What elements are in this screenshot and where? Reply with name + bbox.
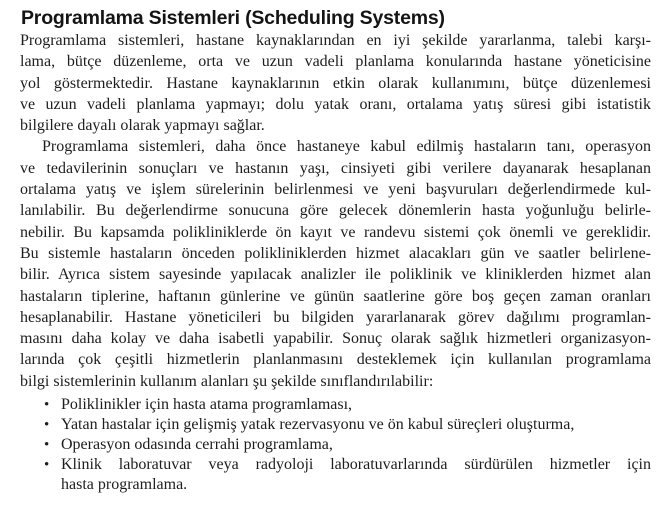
text-line: hesaplanabilir. Hastane yöneticileri bu bilgiden yararlanarak görev dağılımı programlan- <box>20 308 651 326</box>
body-text <box>20 30 651 495</box>
text-line: Programlama sistemleri, hastane kaynaklarından en iyi şekilde yararlanma, talebi karşı- <box>20 32 651 49</box>
text-line: lama, bütçe düzenleme, orta ve uzun vadeli planlama konularında hastane yöneticisine <box>20 53 651 71</box>
paragraph <box>20 30 651 136</box>
text-line: ortalama yatış ve işlem sürelerinin belirlenmesi ve yeni başvuruları değerlendirmede kul- <box>20 181 651 199</box>
bullet-marker: • <box>44 417 50 434</box>
text-line: Programlama sistemleri, daha önce hastaneye kabul edilmiş hastaların tanı, operasyon <box>42 138 651 156</box>
paragraph <box>20 136 651 392</box>
bullet-item <box>20 395 651 415</box>
text-line: Bu sistemle hastaların önceden polikliniklerden hizmet alacakları gün ve saatler belirlene- <box>20 244 651 262</box>
text-line: ve tedavilerinin sonuçları ve hastanın yaşı, cinsiyeti gibi verilere dayanarak hesaplanan <box>20 159 651 177</box>
text-line: larında çok çeşitli hizmetlerin planlanmasını desteklemek için kullanılan programlama <box>20 351 651 369</box>
bullet-list <box>20 395 651 495</box>
bullet-item <box>20 435 651 455</box>
bullet-text-line: Operasyon odasında cerrahi programlama, <box>61 436 333 454</box>
text-line: nebilir. Bu kapsamda polikliniklerde ön kayıt ve randevu sistemi çok önemli ve gereklidir. <box>20 223 651 241</box>
bullet-marker: • <box>44 457 50 474</box>
text-line: bilgi sistemlerinin kullanım alanları şu şekilde sınıflandırılabilir: <box>20 372 434 390</box>
text-line: lanılabilir. Bu değerlendirme sonucuna göre gelecek dönemlerin hasta yoğunluğu belirle- <box>20 202 651 220</box>
paragraphs-container <box>20 30 651 392</box>
text-line: masını daha kolay ve daha isabetli yapabilir. Sonuç olarak sağlık hizmetleri organizasyon- <box>20 330 651 348</box>
bullet-item <box>20 455 651 495</box>
text-line: yol göstermektedir. Hastane kaynaklarının etkin olarak kullanımını, bütçe düzenlemesi <box>20 74 651 92</box>
bullet-marker: • <box>44 397 50 414</box>
text-line: ve uzun vadeli planlama yapmayı; dolu yatak oranı, ortalama yatış süresi gibi istatistik <box>20 95 651 113</box>
bullet-marker: • <box>44 437 50 454</box>
bullet-text-line: Poliklinikler için hasta atama programlaması, <box>61 396 353 414</box>
bullet-text-line: Yatan hastalar için gelişmiş yatak rezervasyonu ve ön kabul süreçleri oluşturma, <box>61 416 575 434</box>
bullet-text-line: hasta programlama. <box>61 476 188 494</box>
bullet-text-line: Klinik laboratuvar veya radyoloji laboratuvarlarında sürdürülen hizmetler için <box>61 456 651 474</box>
text-line: hastaların tiplerine, haftanın günlerine ve günün saatlerine göre boş geçen zaman oranları <box>20 287 651 305</box>
text-line: bilir. Ayrıca sistem sayesinde yapılacak analizler ile poliklinik ve kliniklerden hizmet alan <box>20 266 651 284</box>
bullet-item <box>20 415 651 435</box>
section-title: Programlama Sistemleri (Scheduling Systems) <box>21 7 445 29</box>
text-line: bilgilere dayalı olarak yapmayı sağlar. <box>20 117 265 135</box>
